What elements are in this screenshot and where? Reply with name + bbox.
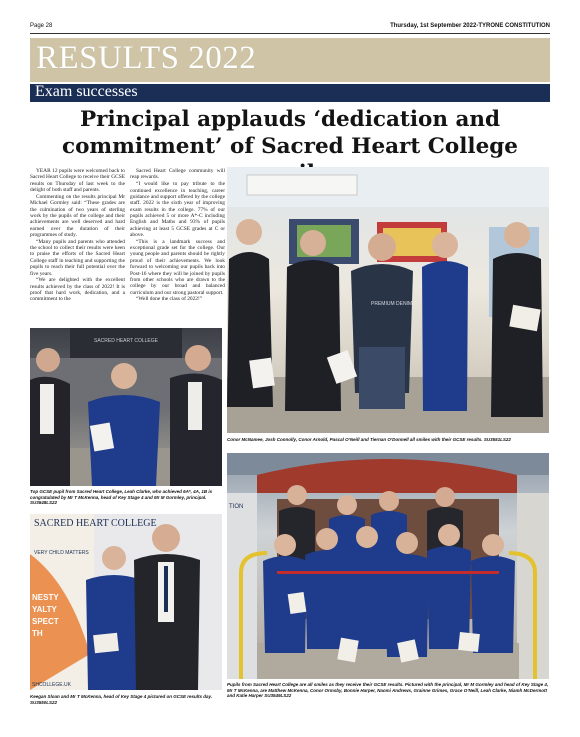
section-title: RESULTS 2022 <box>36 40 257 76</box>
sign-value: TH <box>32 629 43 638</box>
page-header <box>30 20 550 34</box>
photo-group-caption: Pupils from Sacred Heart College are all smiles as they receive their GCSE results. Pictured with the principal, Mr M Gormley and head of Key Stage 4, Mr T McKenna, are Matthew McKenna, Conor Ormsby, Bonnie Harper, Naomi Andrews, Grainne Grimes, Grace O’Neill, Leah Clarke, Niamh McDermott and Katie Harper SU3549LS22 <box>227 682 549 699</box>
doorway-sign: SACRED HEART COLLEGE <box>93 338 159 344</box>
headline-line-2: commitment’ of Sacred Heart College <box>62 134 518 159</box>
photo-group-pupils <box>227 453 549 679</box>
paragraph: Sacred Heart College community will reap rewards. <box>130 168 225 181</box>
article-column-2 <box>130 168 225 303</box>
sign-value: SPECT <box>32 617 59 626</box>
photo-boys-results <box>227 167 549 433</box>
article-column-1 <box>30 168 125 303</box>
photo-keegan-caption: Keegan Sloan and Mr T McKenna, head of Key Stage 4 pictured on GCSE results day. SU3550LS22 <box>30 694 213 705</box>
shirt-text: PREMIUM DENIM <box>371 301 413 307</box>
photo-group-illustration <box>227 453 549 679</box>
photo-top-illustration <box>30 328 222 486</box>
photo-keegan <box>30 514 222 690</box>
paragraph: “We are delighted with the excellent results achieved by the class of 2022! It is proof that hard work, dedication, and a commitment to the <box>30 277 125 303</box>
sign-url: SHCOLLEGE.UK <box>32 682 71 688</box>
photo-boys-caption: Conor McNamee, Josh Connolly, Conor Arnold, Pascal O’Neill and Tiernan O’Donnell all smiles with their GCSE results. SU3551LS22 <box>227 437 511 442</box>
page-number: Page 28 <box>30 23 53 29</box>
paragraph: “This is a landmark success and exceptional grade set for the college. Our young people and parents should be rightly proud of their achievements. We look forward to welcoming our pupils back into Post-16 where they will be joined by pupils from other schools who are drawn to the college by our broad and balanced curriculum and our strong pastoral support. <box>130 238 225 296</box>
paragraph: YEAR 12 pupils were welcomed back to Sacred Heart College to receive their GCSE results on Thursday of last week to the delight of both staff and parents. <box>30 168 125 194</box>
photo-boys-illustration <box>227 167 549 433</box>
photo-keegan-illustration <box>30 514 222 690</box>
paragraph: Commenting on the results principal Mr Michael Gormley said: “These grades are the culmination of two years of sterling work by the pupils of the college and their achievements are well deserved and hard earned over the duration of their programmes of study. <box>30 193 125 238</box>
paragraph: “I would like to pay tribute to the continued excellence in teaching, career guidance and support offered by the college staff. 2022 is the sixth year of improving exam results in the college. 77% of our pupils achieved 5 or more A*-C including English and Maths and 93% of pupils achieving at least 5 GCSE grades at C or above. <box>130 181 225 238</box>
sign-value: YALTY <box>32 605 57 614</box>
headline-line-1: Principal applauds ‘dedication and <box>79 107 501 132</box>
paragraph: “Many pupils and parents who attended the school to collect their results were keen to praise the efforts of the Sacred Heart College staff in teaching and supporting the pupils to reach their full potential over the five years. <box>30 238 125 277</box>
section-banner <box>30 38 550 82</box>
entrance-sign: TION <box>229 504 244 510</box>
sign-value: NESTY <box>32 593 59 602</box>
photo-top-pupil <box>30 328 222 486</box>
sign-mission: VERY CHILD MATTERS <box>34 550 89 556</box>
paragraph: “Well done the class of 2022!” <box>136 296 203 303</box>
section-subtitle: Exam successes <box>35 83 138 100</box>
photo-top-caption: Top GCSE pupil from Sacred Heart College, Leah Clarke, who achieved 6A*, 4A, 1B is congratulated by Mr T McKenna, head of Key Stage 4 and Mr M Gormley, principal. SU3548LS22 <box>30 489 213 506</box>
sign-school: SACRED HEART COLLEGE <box>34 518 157 529</box>
section-subbar <box>30 84 550 102</box>
dateline: Thursday, 1st September 2022-TYRONE CONSTITUTION <box>390 23 550 29</box>
